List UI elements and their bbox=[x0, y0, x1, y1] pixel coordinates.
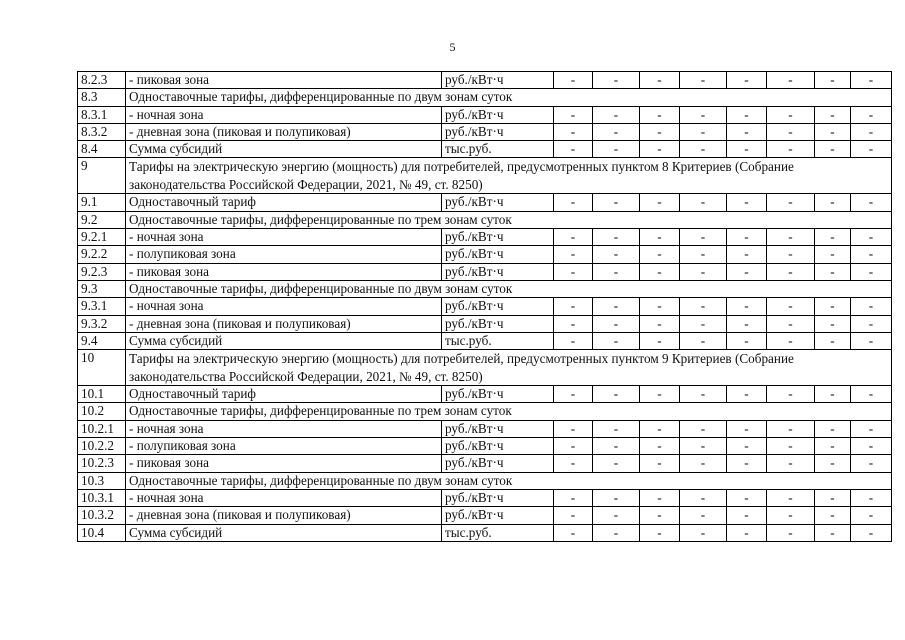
value-cell: - bbox=[680, 507, 727, 524]
value-cell: - bbox=[593, 420, 640, 437]
value-cell: - bbox=[851, 123, 892, 140]
row-label: - полупиковая зона bbox=[126, 246, 442, 263]
value-cell: - bbox=[727, 420, 767, 437]
value-cell: - bbox=[815, 229, 851, 246]
table-row bbox=[78, 507, 892, 524]
value-cell: - bbox=[727, 438, 767, 455]
table-row bbox=[78, 229, 892, 246]
value-cell: - bbox=[554, 507, 593, 524]
row-number: 8.3.1 bbox=[78, 106, 126, 123]
row-number: 9.2.1 bbox=[78, 229, 126, 246]
value-cell: - bbox=[680, 123, 727, 140]
row-unit: руб./кВт·ч bbox=[442, 123, 554, 140]
value-cell: - bbox=[815, 420, 851, 437]
row-number: 9.2.3 bbox=[78, 263, 126, 280]
section-row bbox=[78, 472, 892, 489]
value-cell: - bbox=[640, 420, 680, 437]
value-cell: - bbox=[727, 298, 767, 315]
value-cell: - bbox=[640, 386, 680, 403]
table-row bbox=[78, 263, 892, 280]
row-label: Одноставочный тариф bbox=[126, 386, 442, 403]
value-cell: - bbox=[727, 507, 767, 524]
section-title: Одноставочные тарифы, дифференцированные по трем зонам суток bbox=[126, 211, 892, 228]
row-label: - ночная зона bbox=[126, 298, 442, 315]
row-unit: руб./кВт·ч bbox=[442, 263, 554, 280]
value-cell: - bbox=[593, 489, 640, 506]
row-number: 8.2.3 bbox=[78, 72, 126, 89]
row-number: 10.2.1 bbox=[78, 420, 126, 437]
row-label: - полупиковая зона bbox=[126, 438, 442, 455]
row-label: - ночная зона bbox=[126, 420, 442, 437]
value-cell: - bbox=[727, 489, 767, 506]
row-number: 9.1 bbox=[78, 194, 126, 211]
value-cell: - bbox=[727, 246, 767, 263]
value-cell: - bbox=[851, 438, 892, 455]
row-label: - ночная зона bbox=[126, 106, 442, 123]
value-cell: - bbox=[727, 455, 767, 472]
value-cell: - bbox=[680, 455, 727, 472]
value-cell: - bbox=[727, 106, 767, 123]
row-label: - ночная зона bbox=[126, 229, 442, 246]
value-cell: - bbox=[593, 524, 640, 541]
table-row bbox=[78, 489, 892, 506]
value-cell: - bbox=[767, 438, 815, 455]
value-cell: - bbox=[815, 315, 851, 332]
value-cell: - bbox=[554, 420, 593, 437]
row-unit: руб./кВт·ч bbox=[442, 229, 554, 246]
row-number: 8.3 bbox=[78, 89, 126, 106]
value-cell: - bbox=[554, 489, 593, 506]
value-cell: - bbox=[554, 386, 593, 403]
value-cell: - bbox=[554, 141, 593, 158]
value-cell: - bbox=[593, 332, 640, 349]
page-number: 5 bbox=[449, 40, 456, 54]
value-cell: - bbox=[640, 507, 680, 524]
value-cell: - bbox=[815, 141, 851, 158]
section-row bbox=[78, 211, 892, 228]
value-cell: - bbox=[680, 263, 727, 280]
value-cell: - bbox=[851, 420, 892, 437]
value-cell: - bbox=[815, 72, 851, 89]
value-cell: - bbox=[851, 332, 892, 349]
value-cell: - bbox=[815, 332, 851, 349]
row-unit: тыс.руб. bbox=[442, 141, 554, 158]
section-title: Одноставочные тарифы, дифференцированные по трем зонам суток bbox=[126, 403, 892, 420]
value-cell: - bbox=[767, 386, 815, 403]
row-number: 9.3.1 bbox=[78, 298, 126, 315]
row-unit: руб./кВт·ч bbox=[442, 489, 554, 506]
value-cell: - bbox=[815, 386, 851, 403]
row-unit: руб./кВт·ч bbox=[442, 420, 554, 437]
row-number: 8.3.2 bbox=[78, 123, 126, 140]
value-cell: - bbox=[851, 106, 892, 123]
value-cell: - bbox=[640, 194, 680, 211]
value-cell: - bbox=[727, 524, 767, 541]
value-cell: - bbox=[640, 263, 680, 280]
row-number: 9.4 bbox=[78, 332, 126, 349]
row-unit: руб./кВт·ч bbox=[442, 72, 554, 89]
row-number: 10.1 bbox=[78, 386, 126, 403]
value-cell: - bbox=[815, 106, 851, 123]
value-cell: - bbox=[851, 455, 892, 472]
value-cell: - bbox=[727, 315, 767, 332]
value-cell: - bbox=[593, 72, 640, 89]
table-row bbox=[78, 72, 892, 89]
value-cell: - bbox=[767, 315, 815, 332]
value-cell: - bbox=[593, 123, 640, 140]
value-cell: - bbox=[815, 524, 851, 541]
value-cell: - bbox=[554, 229, 593, 246]
value-cell: - bbox=[680, 194, 727, 211]
row-unit: руб./кВт·ч bbox=[442, 386, 554, 403]
value-cell: - bbox=[851, 229, 892, 246]
value-cell: - bbox=[727, 123, 767, 140]
value-cell: - bbox=[680, 229, 727, 246]
value-cell: - bbox=[851, 315, 892, 332]
section-title: Тарифы на электрическую энергию (мощность) для потребителей, предусмотренных пунктом 9 Критериев (Собрание законодательства Российской Федерации, 2021, № 49, ст. 8250) bbox=[126, 350, 892, 386]
value-cell: - bbox=[640, 106, 680, 123]
value-cell: - bbox=[593, 315, 640, 332]
row-label: - пиковая зона bbox=[126, 72, 442, 89]
value-cell: - bbox=[554, 246, 593, 263]
row-label: - дневная зона (пиковая и полупиковая) bbox=[126, 123, 442, 140]
row-label: - пиковая зона bbox=[126, 263, 442, 280]
row-unit: тыс.руб. bbox=[442, 524, 554, 541]
row-label: Одноставочный тариф bbox=[126, 194, 442, 211]
value-cell: - bbox=[767, 72, 815, 89]
table-row bbox=[78, 386, 892, 403]
value-cell: - bbox=[815, 455, 851, 472]
value-cell: - bbox=[593, 106, 640, 123]
row-number: 10.3 bbox=[78, 472, 126, 489]
value-cell: - bbox=[680, 524, 727, 541]
row-number: 9.2.2 bbox=[78, 246, 126, 263]
value-cell: - bbox=[554, 524, 593, 541]
row-unit: руб./кВт·ч bbox=[442, 246, 554, 263]
table-row bbox=[78, 246, 892, 263]
row-unit: руб./кВт·ч bbox=[442, 455, 554, 472]
value-cell: - bbox=[680, 298, 727, 315]
section-title: Одноставочные тарифы, дифференцированные по двум зонам суток bbox=[126, 472, 892, 489]
value-cell: - bbox=[767, 194, 815, 211]
value-cell: - bbox=[640, 72, 680, 89]
table-row bbox=[78, 438, 892, 455]
tariff-table bbox=[77, 71, 892, 542]
value-cell: - bbox=[593, 438, 640, 455]
value-cell: - bbox=[767, 229, 815, 246]
value-cell: - bbox=[554, 315, 593, 332]
value-cell: - bbox=[851, 524, 892, 541]
value-cell: - bbox=[680, 420, 727, 437]
value-cell: - bbox=[680, 386, 727, 403]
section-row bbox=[78, 158, 892, 194]
table-row bbox=[78, 141, 892, 158]
value-cell: - bbox=[640, 246, 680, 263]
value-cell: - bbox=[727, 229, 767, 246]
row-unit: руб./кВт·ч bbox=[442, 194, 554, 211]
value-cell: - bbox=[815, 438, 851, 455]
row-number: 9.2 bbox=[78, 211, 126, 228]
value-cell: - bbox=[554, 263, 593, 280]
value-cell: - bbox=[680, 315, 727, 332]
section-row bbox=[78, 403, 892, 420]
row-number: 9.3 bbox=[78, 280, 126, 297]
value-cell: - bbox=[593, 194, 640, 211]
table-row bbox=[78, 315, 892, 332]
value-cell: - bbox=[680, 141, 727, 158]
value-cell: - bbox=[554, 298, 593, 315]
row-unit: руб./кВт·ч bbox=[442, 315, 554, 332]
value-cell: - bbox=[593, 263, 640, 280]
value-cell: - bbox=[727, 386, 767, 403]
value-cell: - bbox=[727, 141, 767, 158]
section-title: Тарифы на электрическую энергию (мощность) для потребителей, предусмотренных пунктом 8 Критериев (Собрание законодательства Российской Федерации, 2021, № 49, ст. 8250) bbox=[126, 158, 892, 194]
value-cell: - bbox=[727, 263, 767, 280]
value-cell: - bbox=[815, 246, 851, 263]
value-cell: - bbox=[640, 524, 680, 541]
table-row bbox=[78, 194, 892, 211]
value-cell: - bbox=[727, 194, 767, 211]
row-label: - дневная зона (пиковая и полупиковая) bbox=[126, 315, 442, 332]
value-cell: - bbox=[680, 246, 727, 263]
value-cell: - bbox=[851, 194, 892, 211]
value-cell: - bbox=[851, 298, 892, 315]
section-row bbox=[78, 89, 892, 106]
value-cell: - bbox=[680, 438, 727, 455]
value-cell: - bbox=[727, 72, 767, 89]
table-row bbox=[78, 455, 892, 472]
section-row bbox=[78, 280, 892, 297]
table-row bbox=[78, 123, 892, 140]
row-unit: руб./кВт·ч bbox=[442, 438, 554, 455]
row-number: 10.3.2 bbox=[78, 507, 126, 524]
value-cell: - bbox=[593, 298, 640, 315]
row-number: 10.2.2 bbox=[78, 438, 126, 455]
value-cell: - bbox=[815, 194, 851, 211]
value-cell: - bbox=[767, 123, 815, 140]
value-cell: - bbox=[640, 455, 680, 472]
row-unit: руб./кВт·ч bbox=[442, 507, 554, 524]
value-cell: - bbox=[851, 141, 892, 158]
value-cell: - bbox=[767, 332, 815, 349]
value-cell: - bbox=[815, 263, 851, 280]
value-cell: - bbox=[851, 246, 892, 263]
table-row bbox=[78, 106, 892, 123]
value-cell: - bbox=[593, 455, 640, 472]
value-cell: - bbox=[640, 438, 680, 455]
row-label: - дневная зона (пиковая и полупиковая) bbox=[126, 507, 442, 524]
table-body bbox=[78, 72, 892, 542]
value-cell: - bbox=[767, 455, 815, 472]
value-cell: - bbox=[680, 489, 727, 506]
table-row bbox=[78, 524, 892, 541]
row-unit: руб./кВт·ч bbox=[442, 298, 554, 315]
row-number: 10 bbox=[78, 350, 126, 386]
value-cell: - bbox=[593, 141, 640, 158]
section-title: Одноставочные тарифы, дифференцированные по двум зонам суток bbox=[126, 89, 892, 106]
row-number: 8.4 bbox=[78, 141, 126, 158]
value-cell: - bbox=[554, 123, 593, 140]
value-cell: - bbox=[680, 72, 727, 89]
table-row bbox=[78, 332, 892, 349]
row-label: Сумма субсидий bbox=[126, 141, 442, 158]
value-cell: - bbox=[680, 332, 727, 349]
value-cell: - bbox=[680, 106, 727, 123]
row-number: 10.2 bbox=[78, 403, 126, 420]
row-number: 10.4 bbox=[78, 524, 126, 541]
value-cell: - bbox=[767, 507, 815, 524]
section-row bbox=[78, 350, 892, 386]
row-number: 10.3.1 bbox=[78, 489, 126, 506]
value-cell: - bbox=[767, 298, 815, 315]
row-label: Сумма субсидий bbox=[126, 524, 442, 541]
value-cell: - bbox=[815, 489, 851, 506]
value-cell: - bbox=[640, 315, 680, 332]
value-cell: - bbox=[851, 507, 892, 524]
value-cell: - bbox=[851, 72, 892, 89]
value-cell: - bbox=[815, 507, 851, 524]
row-number: 9 bbox=[78, 158, 126, 194]
row-label: - пиковая зона bbox=[126, 455, 442, 472]
value-cell: - bbox=[640, 298, 680, 315]
row-unit: руб./кВт·ч bbox=[442, 106, 554, 123]
value-cell: - bbox=[640, 489, 680, 506]
value-cell: - bbox=[593, 507, 640, 524]
value-cell: - bbox=[554, 194, 593, 211]
value-cell: - bbox=[767, 524, 815, 541]
value-cell: - bbox=[554, 72, 593, 89]
value-cell: - bbox=[767, 489, 815, 506]
row-label: Сумма субсидий bbox=[126, 332, 442, 349]
value-cell: - bbox=[554, 455, 593, 472]
value-cell: - bbox=[851, 489, 892, 506]
row-label: - ночная зона bbox=[126, 489, 442, 506]
value-cell: - bbox=[554, 332, 593, 349]
row-number: 10.2.3 bbox=[78, 455, 126, 472]
value-cell: - bbox=[640, 141, 680, 158]
value-cell: - bbox=[767, 141, 815, 158]
value-cell: - bbox=[554, 106, 593, 123]
table-row bbox=[78, 420, 892, 437]
value-cell: - bbox=[815, 123, 851, 140]
value-cell: - bbox=[593, 229, 640, 246]
value-cell: - bbox=[554, 438, 593, 455]
value-cell: - bbox=[767, 106, 815, 123]
value-cell: - bbox=[851, 263, 892, 280]
value-cell: - bbox=[851, 386, 892, 403]
value-cell: - bbox=[767, 263, 815, 280]
value-cell: - bbox=[593, 246, 640, 263]
row-number: 9.3.2 bbox=[78, 315, 126, 332]
value-cell: - bbox=[640, 229, 680, 246]
value-cell: - bbox=[815, 298, 851, 315]
value-cell: - bbox=[767, 246, 815, 263]
value-cell: - bbox=[767, 420, 815, 437]
value-cell: - bbox=[640, 332, 680, 349]
value-cell: - bbox=[640, 123, 680, 140]
value-cell: - bbox=[727, 332, 767, 349]
value-cell: - bbox=[593, 386, 640, 403]
section-title: Одноставочные тарифы, дифференцированные по двум зонам суток bbox=[126, 280, 892, 297]
row-unit: тыс.руб. bbox=[442, 332, 554, 349]
table-row bbox=[78, 298, 892, 315]
